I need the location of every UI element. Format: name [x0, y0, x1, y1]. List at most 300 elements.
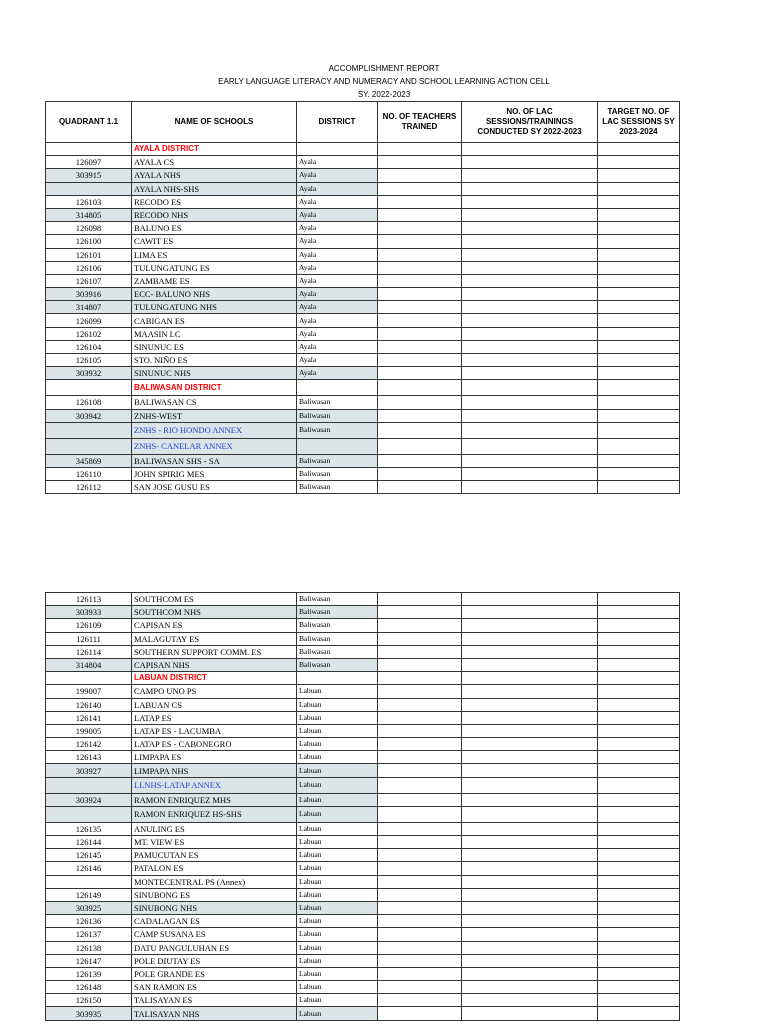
- teachers-trained-cell: [378, 941, 462, 954]
- school-code: 126104: [46, 340, 132, 353]
- school-code: 303935: [46, 1007, 132, 1020]
- school-code: 126109: [46, 619, 132, 632]
- table-row: [46, 751, 680, 764]
- table-row: [46, 724, 680, 737]
- target-lac-cell: [598, 836, 680, 849]
- teachers-trained-cell: [378, 901, 462, 914]
- school-code: 314805: [46, 208, 132, 221]
- lac-sessions-cell: [462, 327, 598, 340]
- teachers-trained-cell: [378, 301, 462, 314]
- schools-table-2: [45, 592, 680, 1021]
- target-lac-cell: [598, 915, 680, 928]
- table-row: [46, 314, 680, 327]
- school-name: POLE GRANDE ES: [132, 967, 297, 980]
- school-name: MALAGUTAY ES: [132, 632, 297, 645]
- school-code: 303924: [46, 793, 132, 806]
- target-lac-cell: [598, 261, 680, 274]
- lac-sessions-cell: [462, 208, 598, 221]
- teachers-trained-cell: [378, 438, 462, 454]
- lac-sessions-cell: [462, 901, 598, 914]
- lac-sessions-cell: [462, 367, 598, 380]
- lac-sessions-cell: [462, 1007, 598, 1020]
- school-code: 314807: [46, 301, 132, 314]
- district-name: Ayala: [297, 354, 378, 367]
- lac-sessions-cell: [462, 380, 598, 396]
- district-name: Ayala: [297, 208, 378, 221]
- target-lac-cell: [598, 396, 680, 409]
- teachers-trained-cell: [378, 396, 462, 409]
- table-row: [46, 396, 680, 409]
- col-lac-sessions: NO. OF LAC SESSIONS/TRAININGS CONDUCTED SY 2022-2023: [462, 102, 598, 143]
- district-name: Baliwasan: [297, 658, 378, 671]
- col-school-name: NAME OF SCHOOLS: [132, 102, 297, 143]
- school-name: MAASIN LC: [132, 327, 297, 340]
- lac-sessions-cell: [462, 954, 598, 967]
- teachers-trained-cell: [378, 454, 462, 467]
- district-name: Labuan: [297, 806, 378, 822]
- district-name: Ayala: [297, 340, 378, 353]
- school-name: STO. NIÑO ES: [132, 354, 297, 367]
- teachers-trained-cell: [378, 288, 462, 301]
- district-name: [297, 380, 378, 396]
- target-lac-cell: [598, 422, 680, 438]
- target-lac-cell: [598, 888, 680, 901]
- school-code: 126107: [46, 274, 132, 287]
- target-lac-cell: [598, 380, 680, 396]
- table-row: [46, 793, 680, 806]
- school-code: 126106: [46, 261, 132, 274]
- teachers-trained-cell: [378, 367, 462, 380]
- teachers-trained-cell: [378, 156, 462, 169]
- table-row: [46, 901, 680, 914]
- school-name: ANULING ES: [132, 822, 297, 835]
- school-year: SY. 2022-2023: [357, 90, 411, 99]
- teachers-trained-cell: [378, 380, 462, 396]
- teachers-trained-cell: [378, 777, 462, 793]
- target-lac-cell: [598, 941, 680, 954]
- lac-sessions-cell: [462, 658, 598, 671]
- school-name: LLNHS-LATAP ANNEX: [132, 777, 297, 793]
- school-name: PAMUCUTAN ES: [132, 849, 297, 862]
- lac-sessions-cell: [462, 875, 598, 888]
- teachers-trained-cell: [378, 169, 462, 182]
- target-lac-cell: [598, 862, 680, 875]
- school-code: 303933: [46, 606, 132, 619]
- district-name: Baliwasan: [297, 606, 378, 619]
- lac-sessions-cell: [462, 593, 598, 606]
- school-name: BALIWASAN CS: [132, 396, 297, 409]
- school-code: 126149: [46, 888, 132, 901]
- school-code: [46, 672, 132, 685]
- target-lac-cell: [598, 182, 680, 195]
- district-name: Baliwasan: [297, 454, 378, 467]
- table-row: [46, 1007, 680, 1020]
- school-name: LIMPAPA NHS: [132, 764, 297, 777]
- school-code: [46, 380, 132, 396]
- lac-sessions-cell: [462, 314, 598, 327]
- school-name: PATALON ES: [132, 862, 297, 875]
- table-row: [46, 836, 680, 849]
- report-header: [0, 62, 768, 101]
- teachers-trained-cell: [378, 314, 462, 327]
- teachers-trained-cell: [378, 751, 462, 764]
- district-name: Labuan: [297, 915, 378, 928]
- teachers-trained-cell: [378, 467, 462, 480]
- table-row: [46, 658, 680, 671]
- col-teachers-trained: NO. OF TEACHERS TRAINED: [378, 102, 462, 143]
- lac-sessions-cell: [462, 645, 598, 658]
- lac-sessions-cell: [462, 143, 598, 156]
- lac-sessions-cell: [462, 738, 598, 751]
- school-code: 126147: [46, 954, 132, 967]
- lac-sessions-cell: [462, 793, 598, 806]
- table-row: [46, 941, 680, 954]
- district-name: Labuan: [297, 981, 378, 994]
- target-lac-cell: [598, 274, 680, 287]
- target-lac-cell: [598, 645, 680, 658]
- target-lac-cell: [598, 467, 680, 480]
- target-lac-cell: [598, 954, 680, 967]
- school-code: 303927: [46, 764, 132, 777]
- teachers-trained-cell: [378, 849, 462, 862]
- table-row: [46, 235, 680, 248]
- target-lac-cell: [598, 751, 680, 764]
- district-name: Labuan: [297, 994, 378, 1007]
- district-name: Labuan: [297, 793, 378, 806]
- teachers-trained-cell: [378, 645, 462, 658]
- school-code: 126140: [46, 698, 132, 711]
- school-code: 303916: [46, 288, 132, 301]
- lac-sessions-cell: [462, 941, 598, 954]
- school-name: LIMA ES: [132, 248, 297, 261]
- school-name: AYALA NHS: [132, 169, 297, 182]
- teachers-trained-cell: [378, 793, 462, 806]
- school-name: AYALA NHS-SHS: [132, 182, 297, 195]
- table-row: [46, 481, 680, 494]
- lac-sessions-cell: [462, 698, 598, 711]
- district-name: Baliwasan: [297, 593, 378, 606]
- target-lac-cell: [598, 764, 680, 777]
- teachers-trained-cell: [378, 928, 462, 941]
- target-lac-cell: [598, 685, 680, 698]
- target-lac-cell: [598, 698, 680, 711]
- school-name: CAPISAN NHS: [132, 658, 297, 671]
- district-name: Ayala: [297, 195, 378, 208]
- school-name: MONTECENTRAL PS (Annex): [132, 875, 297, 888]
- school-name: ZAMBAME ES: [132, 274, 297, 287]
- target-lac-cell: [598, 301, 680, 314]
- target-lac-cell: [598, 711, 680, 724]
- district-name: Ayala: [297, 274, 378, 287]
- lac-sessions-cell: [462, 928, 598, 941]
- district-name: Ayala: [297, 327, 378, 340]
- teachers-trained-cell: [378, 222, 462, 235]
- district-name: Labuan: [297, 1007, 378, 1020]
- school-code: 126113: [46, 593, 132, 606]
- district-name: Labuan: [297, 751, 378, 764]
- table-row: [46, 222, 680, 235]
- district-name: Ayala: [297, 367, 378, 380]
- school-code: 303932: [46, 367, 132, 380]
- target-lac-cell: [598, 619, 680, 632]
- lac-sessions-cell: [462, 354, 598, 367]
- school-code: [46, 143, 132, 156]
- table-row: [46, 711, 680, 724]
- school-name: SINUBONG ES: [132, 888, 297, 901]
- teachers-trained-cell: [378, 593, 462, 606]
- district-name: Baliwasan: [297, 422, 378, 438]
- school-code: [46, 438, 132, 454]
- school-code: 126110: [46, 467, 132, 480]
- teachers-trained-cell: [378, 261, 462, 274]
- target-lac-cell: [598, 658, 680, 671]
- target-lac-cell: [598, 822, 680, 835]
- table-row: [46, 619, 680, 632]
- target-lac-cell: [598, 928, 680, 941]
- table-row: [46, 632, 680, 645]
- table-row: [46, 195, 680, 208]
- table-row: [46, 915, 680, 928]
- table-row: [46, 467, 680, 480]
- table-header-row: [46, 102, 680, 143]
- school-name: CAPISAN ES: [132, 619, 297, 632]
- teachers-trained-cell: [378, 632, 462, 645]
- target-lac-cell: [598, 849, 680, 862]
- target-lac-cell: [598, 169, 680, 182]
- teachers-trained-cell: [378, 235, 462, 248]
- school-name: SOUTHCOM ES: [132, 593, 297, 606]
- school-code: 126105: [46, 354, 132, 367]
- district-name: Ayala: [297, 169, 378, 182]
- school-name: MT. VIEW ES: [132, 836, 297, 849]
- school-code: 126150: [46, 994, 132, 1007]
- target-lac-cell: [598, 1007, 680, 1020]
- table-row: [46, 169, 680, 182]
- school-name: ECC- BALUNO NHS: [132, 288, 297, 301]
- col-district: DISTRICT: [297, 102, 378, 143]
- target-lac-cell: [598, 793, 680, 806]
- school-name: TULUNGATUNG NHS: [132, 301, 297, 314]
- target-lac-cell: [598, 981, 680, 994]
- school-code: 126137: [46, 928, 132, 941]
- school-name: SINUNUC NHS: [132, 367, 297, 380]
- target-lac-cell: [598, 354, 680, 367]
- lac-sessions-cell: [462, 467, 598, 480]
- district-name: Ayala: [297, 248, 378, 261]
- target-lac-cell: [598, 672, 680, 685]
- district-name: Ayala: [297, 235, 378, 248]
- table-row: [46, 422, 680, 438]
- teachers-trained-cell: [378, 182, 462, 195]
- school-code: [46, 182, 132, 195]
- district-name: Labuan: [297, 711, 378, 724]
- report-title: ACCOMPLISHMENT REPORT: [328, 64, 440, 73]
- table-row: [46, 438, 680, 454]
- district-name: Labuan: [297, 954, 378, 967]
- target-lac-cell: [598, 222, 680, 235]
- target-lac-cell: [598, 593, 680, 606]
- district-name: Baliwasan: [297, 645, 378, 658]
- table-row: [46, 288, 680, 301]
- district-name: Labuan: [297, 777, 378, 793]
- district-name: Labuan: [297, 901, 378, 914]
- table-row: [46, 367, 680, 380]
- school-code: 199007: [46, 685, 132, 698]
- teachers-trained-cell: [378, 606, 462, 619]
- table-row: [46, 409, 680, 422]
- district-name: Labuan: [297, 764, 378, 777]
- teachers-trained-cell: [378, 698, 462, 711]
- target-lac-cell: [598, 901, 680, 914]
- lac-sessions-cell: [462, 981, 598, 994]
- school-name: RECODO ES: [132, 195, 297, 208]
- teachers-trained-cell: [378, 208, 462, 221]
- district-name: [297, 438, 378, 454]
- target-lac-cell: [598, 235, 680, 248]
- school-code: [46, 875, 132, 888]
- report-subtitle: EARLY LANGUAGE LITERACY AND NUMERACY AND SCHOOL LEARNING ACTION CELL: [218, 77, 550, 86]
- school-code: 303942: [46, 409, 132, 422]
- school-code: 314804: [46, 658, 132, 671]
- target-lac-cell: [598, 288, 680, 301]
- school-name: LATAP ES - LACUMBA: [132, 724, 297, 737]
- school-code: 126108: [46, 396, 132, 409]
- school-code: 303925: [46, 901, 132, 914]
- table-row: [46, 967, 680, 980]
- teachers-trained-cell: [378, 274, 462, 287]
- target-lac-cell: [598, 481, 680, 494]
- school-name: ZNHS - RIO HONDO ANNEX: [132, 422, 297, 438]
- teachers-trained-cell: [378, 354, 462, 367]
- teachers-trained-cell: [378, 915, 462, 928]
- table-row: [46, 182, 680, 195]
- school-name: AYALA DISTRICT: [132, 143, 297, 156]
- school-code: 126138: [46, 941, 132, 954]
- school-name: BALIWASAN SHS - SA: [132, 454, 297, 467]
- district-name: Baliwasan: [297, 467, 378, 480]
- school-code: 345869: [46, 454, 132, 467]
- lac-sessions-cell: [462, 849, 598, 862]
- lac-sessions-cell: [462, 438, 598, 454]
- table-row: [46, 248, 680, 261]
- school-name: CAMP SUSANA ES: [132, 928, 297, 941]
- school-name: CAWIT ES: [132, 235, 297, 248]
- school-code: 303915: [46, 169, 132, 182]
- table-row: [46, 645, 680, 658]
- target-lac-cell: [598, 409, 680, 422]
- lac-sessions-cell: [462, 606, 598, 619]
- lac-sessions-cell: [462, 764, 598, 777]
- teachers-trained-cell: [378, 248, 462, 261]
- school-code: [46, 806, 132, 822]
- school-name: LATAP ES: [132, 711, 297, 724]
- district-name: Labuan: [297, 888, 378, 901]
- school-code: [46, 777, 132, 793]
- teachers-trained-cell: [378, 888, 462, 901]
- school-code: 199005: [46, 724, 132, 737]
- lac-sessions-cell: [462, 836, 598, 849]
- lac-sessions-cell: [462, 422, 598, 438]
- table-2-body: [46, 593, 680, 1021]
- target-lac-cell: [598, 606, 680, 619]
- district-name: Ayala: [297, 301, 378, 314]
- district-name: Labuan: [297, 724, 378, 737]
- lac-sessions-cell: [462, 261, 598, 274]
- table-row: [46, 156, 680, 169]
- teachers-trained-cell: [378, 143, 462, 156]
- school-code: 126097: [46, 156, 132, 169]
- school-name: SINUNUC ES: [132, 340, 297, 353]
- teachers-trained-cell: [378, 764, 462, 777]
- lac-sessions-cell: [462, 481, 598, 494]
- teachers-trained-cell: [378, 836, 462, 849]
- teachers-trained-cell: [378, 481, 462, 494]
- table-row: [46, 822, 680, 835]
- district-name: Labuan: [297, 738, 378, 751]
- table-row: [46, 862, 680, 875]
- lac-sessions-cell: [462, 169, 598, 182]
- school-name: SOUTHCOM NHS: [132, 606, 297, 619]
- school-name: TULUNGATUNG ES: [132, 261, 297, 274]
- teachers-trained-cell: [378, 967, 462, 980]
- teachers-trained-cell: [378, 619, 462, 632]
- school-name: POLE DIUTAY ES: [132, 954, 297, 967]
- lac-sessions-cell: [462, 711, 598, 724]
- teachers-trained-cell: [378, 658, 462, 671]
- teachers-trained-cell: [378, 195, 462, 208]
- district-name: Baliwasan: [297, 396, 378, 409]
- school-code: 126146: [46, 862, 132, 875]
- target-lac-cell: [598, 438, 680, 454]
- district-name: Ayala: [297, 156, 378, 169]
- teachers-trained-cell: [378, 862, 462, 875]
- lac-sessions-cell: [462, 222, 598, 235]
- school-code: 126103: [46, 195, 132, 208]
- school-name: CABIGAN ES: [132, 314, 297, 327]
- school-code: 126135: [46, 822, 132, 835]
- target-lac-cell: [598, 738, 680, 751]
- school-name: CADALAGAN ES: [132, 915, 297, 928]
- district-name: Labuan: [297, 836, 378, 849]
- table-row: [46, 208, 680, 221]
- lac-sessions-cell: [462, 619, 598, 632]
- school-name: LATAP ES - CABONEGRO: [132, 738, 297, 751]
- table-row: [46, 274, 680, 287]
- district-name: Baliwasan: [297, 619, 378, 632]
- school-code: 126145: [46, 849, 132, 862]
- table-row: [46, 777, 680, 793]
- school-name: ZNHS-WEST: [132, 409, 297, 422]
- lac-sessions-cell: [462, 248, 598, 261]
- school-name: ZNHS- CANELAR ANNEX: [132, 438, 297, 454]
- table-row: [46, 764, 680, 777]
- district-name: Ayala: [297, 288, 378, 301]
- district-name: Labuan: [297, 862, 378, 875]
- school-name: BALIWASAN DISTRICT: [132, 380, 297, 396]
- school-name: AYALA CS: [132, 156, 297, 169]
- table-row: [46, 593, 680, 606]
- lac-sessions-cell: [462, 235, 598, 248]
- school-code: 126136: [46, 915, 132, 928]
- school-name: RECODO NHS: [132, 208, 297, 221]
- lac-sessions-cell: [462, 672, 598, 685]
- table-row: [46, 261, 680, 274]
- table-row: [46, 738, 680, 751]
- school-name: TALISAYAN ES: [132, 994, 297, 1007]
- school-code: 126102: [46, 327, 132, 340]
- table-row: [46, 928, 680, 941]
- school-name: TALISAYAN NHS: [132, 1007, 297, 1020]
